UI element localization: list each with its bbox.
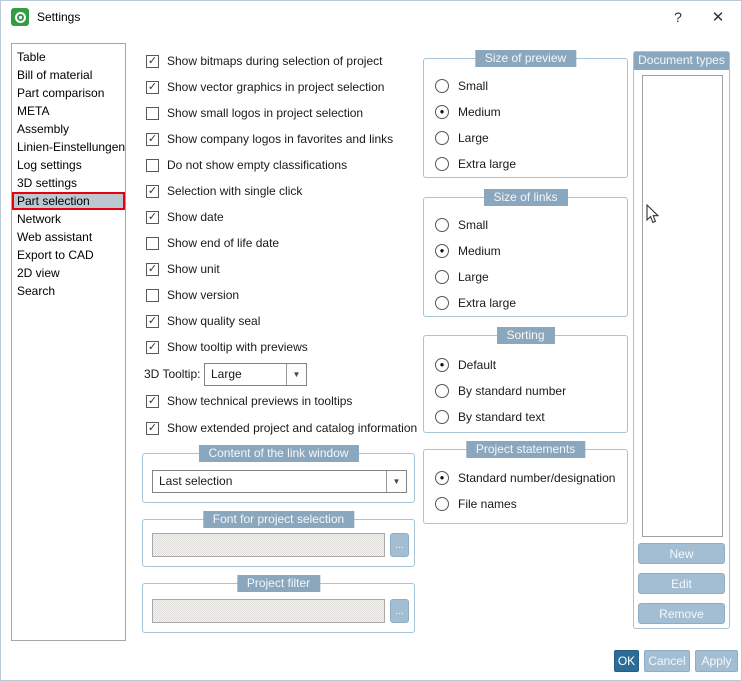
checkbox[interactable]: ✓ bbox=[147, 184, 158, 197]
cancel-button[interactable]: Cancel bbox=[644, 650, 690, 672]
group-project-filter bbox=[142, 576, 415, 633]
checkbox[interactable]: ✓ bbox=[147, 340, 158, 353]
radio-label: Large bbox=[458, 131, 489, 145]
radio-label: Small bbox=[458, 79, 489, 93]
checkbox[interactable] bbox=[146, 159, 159, 172]
checkbox-label: Show date bbox=[167, 210, 224, 224]
checkbox-row[interactable] bbox=[146, 79, 384, 95]
checkbox[interactable]: ✓ bbox=[147, 314, 158, 327]
project-filter-field bbox=[152, 599, 385, 623]
sidebar-item-3d-settings[interactable]: 3D settings bbox=[17, 176, 78, 190]
radio-label: Default bbox=[458, 358, 497, 372]
link-window-combobox[interactable] bbox=[152, 470, 407, 493]
sidebar-item-meta[interactable]: META bbox=[17, 104, 50, 118]
checkbox-label: Show unit bbox=[167, 262, 220, 276]
radio-button[interactable]: ● bbox=[435, 358, 449, 372]
app-icon bbox=[11, 8, 29, 26]
sidebar-item-assembly[interactable]: Assembly bbox=[17, 122, 70, 136]
sidebar-item-table[interactable]: Table bbox=[17, 50, 46, 64]
checkbox-row[interactable] bbox=[146, 287, 239, 303]
checkbox-row[interactable] bbox=[146, 235, 279, 251]
radio-label: Medium bbox=[458, 244, 501, 258]
radio-row[interactable] bbox=[435, 217, 488, 233]
checkbox-label: Show company logos in favorites and links bbox=[167, 132, 394, 146]
sidebar-item-export-to-cad[interactable]: Export to CAD bbox=[17, 248, 94, 262]
radio-button[interactable]: ● bbox=[435, 244, 449, 258]
checkbox-label: Show vector graphics in project selection bbox=[167, 80, 385, 94]
checkbox-row[interactable] bbox=[146, 105, 363, 121]
radio-button[interactable]: ● bbox=[435, 471, 449, 485]
group-title: Project filter bbox=[237, 575, 320, 592]
radio-row[interactable] bbox=[435, 130, 489, 146]
radio-row[interactable] bbox=[435, 156, 516, 172]
radio-row[interactable] bbox=[435, 269, 489, 285]
checkbox-label: Show quality seal bbox=[167, 314, 261, 328]
checkbox-row[interactable] bbox=[146, 209, 224, 225]
radio-label: Medium bbox=[458, 105, 501, 119]
checkbox[interactable]: ✓ bbox=[147, 262, 158, 275]
radio-label: Standard number/designation bbox=[458, 471, 616, 485]
radio-row[interactable] bbox=[435, 78, 488, 94]
category-list bbox=[11, 43, 126, 641]
checkbox-row[interactable] bbox=[146, 157, 347, 173]
group-title: Sorting bbox=[496, 327, 554, 344]
radio-button[interactable] bbox=[435, 131, 449, 145]
link-window-value: Last selection bbox=[159, 474, 233, 488]
ok-button[interactable]: OK bbox=[614, 650, 639, 672]
radio-row[interactable] bbox=[435, 383, 566, 399]
checkbox[interactable]: ✓ bbox=[147, 54, 158, 67]
radio-button[interactable] bbox=[435, 79, 449, 93]
radio-row[interactable] bbox=[435, 295, 516, 311]
apply-button[interactable]: Apply bbox=[695, 650, 738, 672]
3d-tooltip-label: 3D Tooltip: bbox=[144, 367, 201, 381]
3d-tooltip-value: Large bbox=[211, 367, 242, 381]
checkbox-label: Selection with single click bbox=[167, 184, 303, 198]
radio-row[interactable] bbox=[435, 357, 496, 373]
checkbox-row[interactable] bbox=[146, 339, 308, 355]
radio-button[interactable] bbox=[435, 410, 449, 424]
checkbox-label: Do not show empty classifications bbox=[167, 158, 348, 172]
checkbox-label: Show tooltip with previews bbox=[167, 340, 308, 354]
title-bar bbox=[1, 1, 741, 33]
checkbox[interactable] bbox=[146, 237, 159, 250]
checkbox[interactable]: ✓ bbox=[147, 132, 158, 145]
radio-button[interactable] bbox=[435, 270, 449, 284]
radio-button[interactable] bbox=[435, 296, 449, 310]
group-link-window bbox=[142, 446, 415, 503]
radio-button[interactable] bbox=[435, 497, 449, 511]
document-types-list[interactable] bbox=[642, 75, 723, 537]
checkbox-label: Show extended project and catalog information bbox=[167, 421, 418, 435]
group-size-of-links bbox=[423, 190, 628, 317]
checkbox[interactable]: ✓ bbox=[147, 210, 158, 223]
checkbox[interactable] bbox=[146, 289, 159, 302]
checkbox-row[interactable] bbox=[146, 313, 260, 329]
document-types-title: Document types bbox=[634, 52, 729, 70]
radio-button[interactable]: ● bbox=[435, 105, 449, 119]
close-button[interactable]: ✕ bbox=[711, 9, 725, 26]
chevron-down-icon[interactable]: ▼ bbox=[386, 471, 406, 492]
checkbox-row[interactable] bbox=[146, 183, 302, 199]
group-font-selection bbox=[142, 512, 415, 567]
sidebar-item-network[interactable]: Network bbox=[17, 212, 62, 226]
radio-label: Small bbox=[458, 218, 489, 232]
radio-label: By standard number bbox=[458, 384, 567, 398]
font-browse-button[interactable]: ... bbox=[390, 533, 409, 557]
radio-button[interactable] bbox=[435, 157, 449, 171]
edit-button[interactable]: Edit bbox=[638, 573, 725, 594]
group-size-of-preview bbox=[423, 51, 628, 178]
radio-label: Extra large bbox=[458, 296, 517, 310]
checkbox-label: Show version bbox=[167, 288, 240, 302]
3d-tooltip-combobox[interactable] bbox=[204, 363, 307, 386]
font-field bbox=[152, 533, 385, 557]
help-button[interactable]: ? bbox=[674, 9, 682, 25]
radio-row[interactable] bbox=[435, 243, 501, 259]
checkbox-row[interactable] bbox=[146, 131, 393, 147]
sidebar-item-part-selection[interactable]: Part selection bbox=[12, 192, 125, 210]
document-types-panel bbox=[633, 51, 730, 629]
checkbox-label: Show bitmaps during selection of project bbox=[167, 54, 383, 68]
radio-row[interactable] bbox=[435, 104, 501, 120]
checkbox-row[interactable] bbox=[146, 420, 417, 436]
checkbox[interactable]: ✓ bbox=[147, 80, 158, 93]
group-title: Project statements bbox=[466, 441, 585, 458]
sidebar-item-part-comparison[interactable]: Part comparison bbox=[17, 86, 105, 100]
checkbox-row[interactable] bbox=[146, 53, 382, 69]
radio-row[interactable] bbox=[435, 470, 615, 486]
sidebar-item-search[interactable]: Search bbox=[17, 284, 56, 298]
group-sorting bbox=[423, 328, 628, 433]
group-title: Size of links bbox=[483, 189, 567, 206]
checkbox-row[interactable] bbox=[146, 393, 352, 409]
group-title: Font for project selection bbox=[203, 511, 354, 528]
radio-row[interactable] bbox=[435, 409, 545, 425]
checkbox-row[interactable] bbox=[146, 261, 220, 277]
window-title: Settings bbox=[37, 10, 81, 24]
checkbox[interactable] bbox=[146, 107, 159, 120]
group-title: Size of preview bbox=[475, 50, 576, 67]
chevron-down-icon[interactable]: ▼ bbox=[286, 364, 306, 385]
checkbox[interactable]: ✓ bbox=[147, 394, 158, 407]
sidebar-item-bill-of-material[interactable]: Bill of material bbox=[17, 68, 93, 82]
group-title: Content of the link window bbox=[198, 445, 358, 462]
checkbox-label: Show technical previews in tooltips bbox=[167, 394, 353, 408]
sidebar-item-linien-einstellungen[interactable]: Linien-Einstellungen bbox=[17, 140, 125, 154]
radio-label: File names bbox=[458, 497, 517, 511]
radio-row[interactable] bbox=[435, 496, 517, 512]
group-project-statements bbox=[423, 442, 628, 524]
sidebar-item-log-settings[interactable]: Log settings bbox=[17, 158, 82, 172]
project-filter-browse-button[interactable]: ... bbox=[390, 599, 409, 623]
remove-button[interactable]: Remove bbox=[638, 603, 725, 624]
checkbox[interactable]: ✓ bbox=[147, 421, 158, 434]
sidebar-item-web-assistant[interactable]: Web assistant bbox=[17, 230, 93, 244]
sidebar-item-2d-view[interactable]: 2D view bbox=[17, 266, 60, 280]
radio-label: By standard text bbox=[458, 410, 545, 424]
radio-label: Extra large bbox=[458, 157, 517, 171]
radio-button[interactable] bbox=[435, 218, 449, 232]
radio-label: Large bbox=[458, 270, 489, 284]
radio-button[interactable] bbox=[435, 384, 449, 398]
checkbox-label: Show small logos in project selection bbox=[167, 106, 364, 120]
new-button[interactable]: New bbox=[638, 543, 725, 564]
checkbox-label: Show end of life date bbox=[167, 236, 280, 250]
